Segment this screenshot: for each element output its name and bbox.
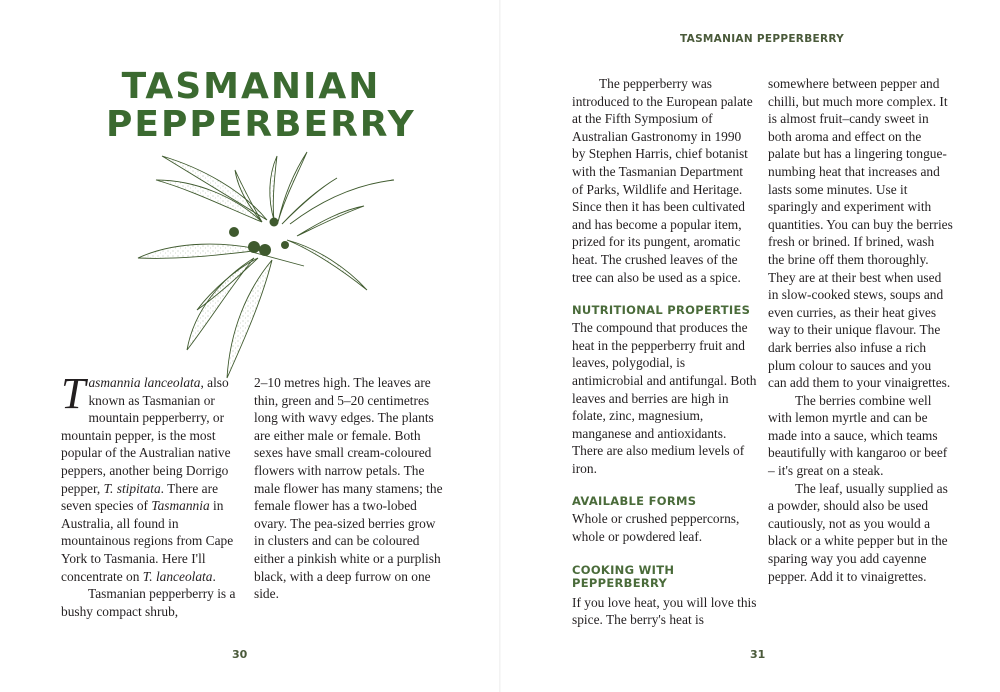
section-body: Whole or crushed peppercorns, whole or powdered leaf. <box>572 511 740 545</box>
body-paragraph: 2–10 metres high. The leaves are thin, green and 5–20 centimetres long with wavy edges. The plants are either male or female. Both sexes have small cream-coloured flowers with narrow petals. The male flower has many stamens; the female flower has a two-lobed ovary. The pea-sized berries grow in clusters and can be coloured either a pinkish white or a purplish black, with a deep furrow on one side. <box>254 375 443 602</box>
section-heading: NUTRITIONAL PROPERTIES <box>572 303 751 318</box>
right-column-2 <box>768 75 953 585</box>
body-text: . <box>212 568 216 584</box>
body-text: in Australia, all found in mountainous regions from Cape York to Tasmania. Here I'll concentrate on <box>61 498 234 584</box>
species-name: asmannia lanceolata <box>88 375 201 390</box>
section-body: The compound that produces the heat in the pepperberry fruit and leaves, polygodial, is antimicrobial and antifungal. Both leaves and berries are high in folate, zinc, magnesium, manganese and antioxidants. There are also medium levels of iron. <box>572 320 757 476</box>
body-paragraph: The pepperberry was introduced to the European palate at the Fifth Symposium of Australian Gastronomy in 1990 by Stephen Harris, chief botanist with the Tasmanian Department of Parks, Wildlife and Heritage. Since then it has been cultivated and has become a popular item, prized for its pungent, aromatic heat. The crushed leaves of the tree can also be used as a spice. <box>572 76 753 285</box>
species-name: T. lanceolata <box>142 568 213 584</box>
section-body: If you love heat, you will love this spice. The berry's heat is <box>572 594 757 628</box>
body-paragraph: The berries combine well with lemon myrtle and can be made into a sauce, which teams beautifully with kangaroo or beef – it's great on a steak. <box>768 392 948 479</box>
section-heading: AVAILABLE FORMS <box>572 494 697 509</box>
title-line-2: PEPPERBERRY <box>106 104 416 145</box>
section-heading: COOKING WITH PEPPERBERRY <box>572 562 675 590</box>
body-paragraph: The leaf, usually supplied as a powder, should also be used cautiously, not as you would a black or a white pepper but in the sparing way you add cayenne pepper. Add it to vinaigrettes. <box>768 480 948 584</box>
body-paragraph: somewhere between pepper and chilli, but much more complex. It is almost fruit–candy sweet in both aroma and effect on the palate but has a lingering tongue-numbing heat that increases and lasts some minutes. Use it sparingly and experiment with quantities. You can buy the berries fresh or brined. If brined, wash the brine off them thoroughly. They are at their best when used in slow-cooked stews, soups and even curries, as their heat gives way to their unique flavour. The dark berries also infuse a rich plum colour to sauces and you can add them to your vinaigrettes. <box>768 76 953 391</box>
drop-cap: T <box>61 369 86 418</box>
body-paragraph: Tasmanian pepperberry is a bushy compact shrub, <box>61 586 236 619</box>
page-number: 30 <box>232 648 248 661</box>
right-column-1 <box>572 75 757 629</box>
species-name: T. stipitata <box>103 480 161 496</box>
page-number: 31 <box>750 648 766 661</box>
running-head: TASMANIAN PEPPERBERRY <box>680 33 845 45</box>
body-text: . There are seven species of <box>61 480 219 514</box>
title-line-1: TASMANIAN <box>121 66 381 107</box>
body-text: , also known as Tasmanian or mountain pepperberry, or mountain pepper, is the most popular of the Australian native peppers, another being Dorrigo pepper, <box>61 375 231 496</box>
genus-name: Tasmannia <box>151 498 210 514</box>
